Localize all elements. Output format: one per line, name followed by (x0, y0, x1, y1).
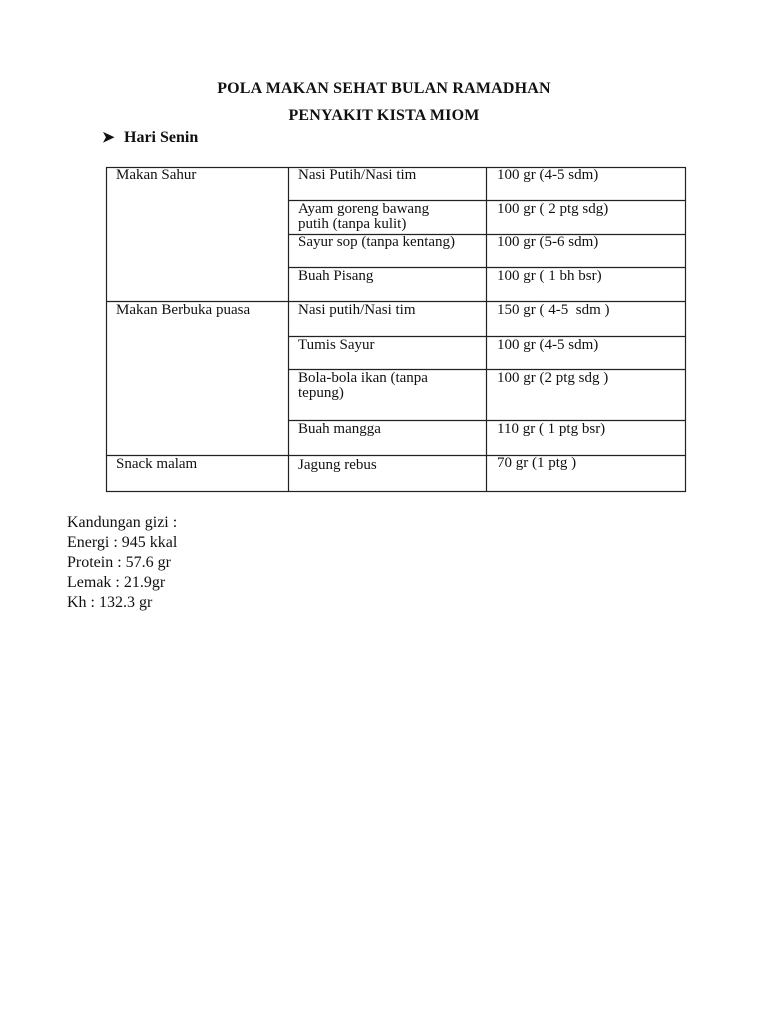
nutrition-energy: Energi : 945 kkal (67, 534, 178, 551)
portion-cell: 100 gr (5-6 sdm) (497, 234, 599, 250)
meal-label-sahur: Makan Sahur (116, 167, 197, 183)
food-cell: Buah mangga (298, 421, 381, 437)
portion-cell: 100 gr (2 ptg sdg ) (497, 370, 609, 386)
food-cell: Ayam goreng bawang putih (tanpa kulit) (298, 201, 430, 232)
food-cell: Sayur sop (tanpa kentang) (298, 234, 456, 250)
food-cell: Tumis Sayur (298, 337, 375, 353)
portion-cell: 100 gr ( 2 ptg sdg) (497, 201, 609, 217)
portion-cell: 100 gr ( 1 bh bsr) (497, 268, 602, 284)
portion-cell: 110 gr ( 1 ptg bsr) (497, 421, 606, 437)
portion-cell: 150 gr ( 4-5 sdm ) (497, 302, 610, 318)
meal-label-snack: Snack malam (116, 456, 198, 472)
section-heading (102, 128, 198, 147)
nutrition-heading: Kandungan gizi : (67, 514, 178, 531)
document-title: POLA MAKAN SEHAT BULAN RAMADHAN (217, 80, 551, 97)
food-cell: Nasi Putih/Nasi tim (298, 167, 417, 183)
arrow-bullet-icon: ➤ (102, 130, 115, 146)
nutrition-protein: Protein : 57.6 gr (67, 554, 171, 571)
portion-cell: 100 gr (4-5 sdm) (497, 337, 599, 353)
portion-cell: 70 gr (1 ptg ) (497, 455, 577, 471)
section-label: Hari Senin (124, 129, 199, 146)
portion-cell: 100 gr (4-5 sdm) (497, 167, 599, 183)
document-subtitle: PENYAKIT KISTA MIOM (288, 107, 480, 124)
food-cell: Buah Pisang (298, 268, 374, 284)
nutrition-fat: Lemak : 21.9gr (67, 574, 166, 591)
food-cell: Jagung rebus (298, 457, 377, 473)
meal-label-berbuka: Makan Berbuka puasa (116, 302, 251, 318)
food-cell: Bola-bola ikan (tanpa tepung) (298, 370, 428, 401)
nutrition-carbs: Kh : 132.3 gr (67, 594, 153, 611)
food-cell: Nasi putih/Nasi tim (298, 302, 416, 318)
